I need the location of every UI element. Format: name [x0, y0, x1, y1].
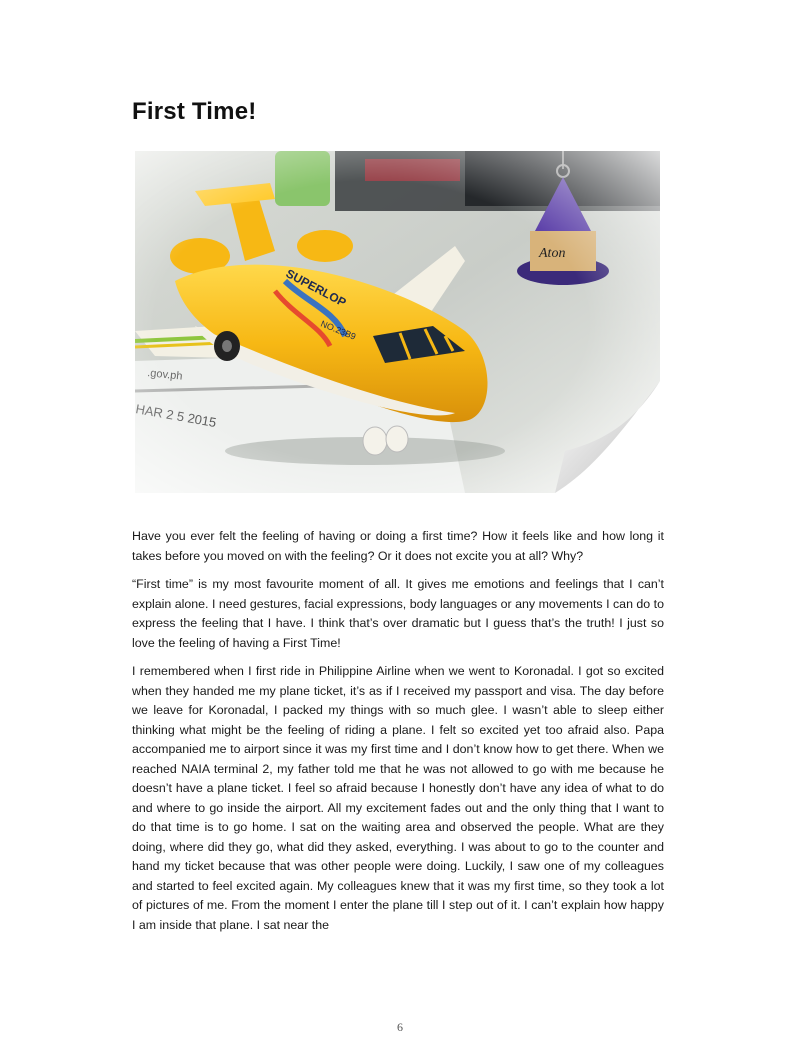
toy-airplane-photo [135, 151, 660, 493]
page-title: First Time! [132, 98, 257, 125]
paragraph-first-time: “First time” is my most favourite moment of all. It gives me emotions and feelings that I can’t explain alone. I need gestures, facial expressions, body languages or any movements I can do to express the feeling that I have. I think that’s over dramatic but I guess that’s the truth! I just so love the feeling of having a First Time! [132, 577, 664, 650]
paragraph-story: I remembered when I first ride in Philippine Airline when we went to Koronadal. I got so excited when they handed me my plane ticket, it’s as if I received my passport and visa. The day before we leave for Koronadal, I packed my things with so much glee. I wasn’t able to sleep either thinking what might be the feeling of riding a plane. I felt so excited yet too afraid also. Papa accompanied me to airport since it was my first time and I don’t know how to get there. When we reached NAIA terminal 2, my father told me that he was not allowed to go with me because he doesn’t have a plane ticket. I feel so afraid because I honestly don’t have any idea of what to do and where to go inside the airport. All my excitement fades out and the only thing that I want to do that time is to go home. I sat on the waiting area and observed the people. What are they doing, where did they go, what did they asked, everything. I was about to go to the counter and hand my ticket because that was other people were doing. Luckily, I saw one of my colleagues and started to feel excited again. My colleagues knew that it was my first time, so they took a lot of pictures of me. From the moment I enter the plane till I step out of it. I can’t explain how happy I am inside that plane. I sat near the [132, 664, 664, 932]
page-number: 6 [397, 1020, 403, 1034]
article-body [132, 527, 664, 944]
paragraph-intro: Have you ever felt the feeling of having or doing a first time? How it feels like and how long it takes before you moved on with the feeling? Or it does not excite you at all? Why? [132, 529, 664, 563]
